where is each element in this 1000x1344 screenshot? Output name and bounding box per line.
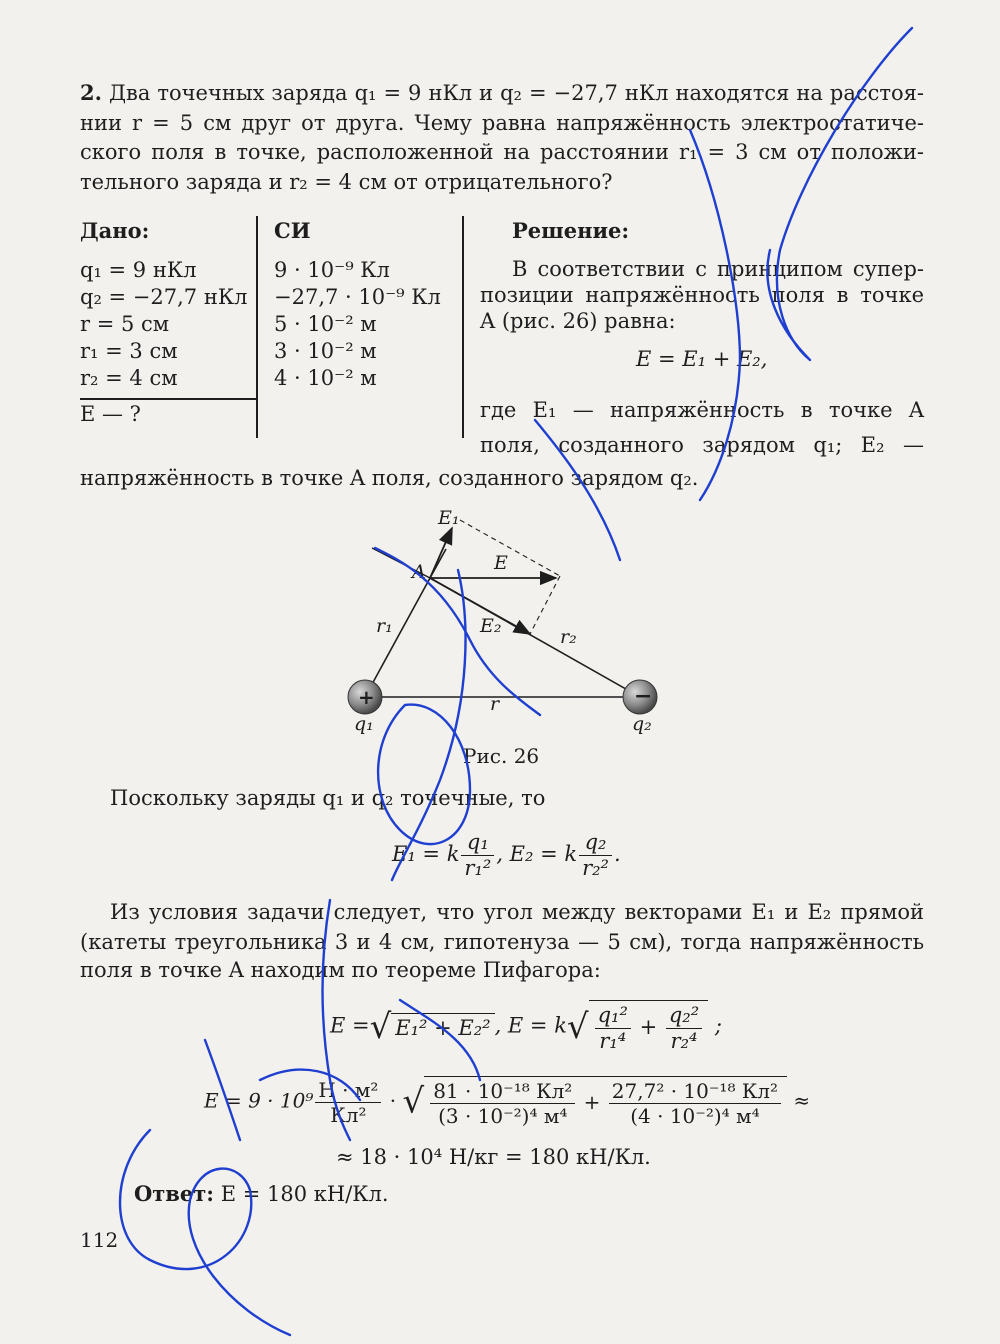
label-e: E [494, 552, 508, 574]
label-r2: r₂ [560, 626, 577, 648]
minus-sign: − [634, 683, 653, 709]
vector-equation: E = E₁ + E₂, [636, 347, 768, 371]
given-item: r₂ = 4 см [80, 366, 178, 390]
si-item: 4 · 10⁻² м [274, 366, 377, 390]
label-a: A [412, 561, 426, 583]
si-header: СИ [274, 218, 311, 243]
solution-line: В соответствии с принципом супер- [512, 257, 924, 281]
label-q1: q₁ [354, 713, 374, 735]
si-item: 3 · 10⁻² м [274, 339, 377, 363]
problem-line-2: нии r = 5 см друг от друга. Чему равна напряжённость электростатиче- [80, 111, 924, 135]
given-header: Дано: [80, 218, 150, 243]
plus-sign: + [358, 685, 375, 709]
si-item: 5 · 10⁻² м [274, 312, 377, 336]
page-number: 112 [80, 1228, 119, 1252]
find-item: E — ? [80, 402, 141, 426]
scribble [205, 1040, 240, 1140]
label-e1: E₁ [438, 507, 460, 529]
scribble [260, 1070, 360, 1100]
where-line: где E₁ — напряжённость в точке A [480, 398, 924, 422]
given-item: r₁ = 3 см [80, 339, 178, 363]
solution-header: Решение: [512, 218, 630, 243]
where-line: поля, созданного зарядом q₁; E₂ — [480, 433, 924, 457]
problem-line-4: тельного заряда и r₂ = 4 см от отрицательного? [80, 170, 613, 194]
scribble [767, 28, 912, 360]
figure-caption: Рис. 26 [463, 744, 540, 768]
text-condition: поля в точке A находим по теореме Пифагора: [80, 958, 601, 982]
label-r: r [490, 693, 500, 715]
solution-line: позиции напряжённость поля в точке [480, 283, 924, 307]
text-point-charges: Поскольку заряды q₁ и q₂ точечные, то [110, 786, 546, 810]
text-condition: (катеты треугольника 3 и 4 см, гипотенуза — 5 см), тогда напряжённость [80, 930, 924, 954]
label-r1: r₁ [376, 615, 393, 637]
label-e2: E₂ [480, 615, 502, 637]
result-line: ≈ 18 · 10⁴ Н/кг = 180 кН/Кл. [336, 1145, 651, 1169]
formula-pythagoras: E =√ E₁² + E₂² , E = k√ $\frac{\text{q₁²}}{\text{r₁⁴}}$ + $\frac{\text{q₂²}}{\text{r₂⁴}}$ ; [330, 1000, 722, 1054]
si-item: 9 · 10⁻⁹ Кл [274, 258, 390, 282]
label-q2: q₂ [632, 713, 652, 735]
si-item: −27,7 · 10⁻⁹ Кл [274, 285, 441, 309]
answer: Ответ: E = 180 кН/Кл. [134, 1181, 389, 1206]
problem-line-3: ского поля в точке, расположенной на расстоянии r₁ = 3 см от положи- [80, 140, 924, 164]
scribble [323, 900, 351, 1140]
formula-point-charges: E₁ = k $\frac{\text{q₁}}{\text{r₁²}}$ , E₂ = k $\frac{\text{q₂}}{\text{r₂²}}$ . [392, 830, 621, 881]
given-item: q₁ = 9 нКл [80, 258, 197, 282]
solution-line: A (рис. 26) равна: [480, 309, 676, 333]
scribble [535, 420, 620, 560]
given-item: q₂ = −27,7 нКл [80, 285, 248, 309]
scribble [400, 1000, 480, 1080]
scribble [120, 1130, 290, 1335]
scribble [690, 130, 740, 500]
problem-line-1: 2. Два точечных заряда q₁ = 9 нКл и q₂ = −27,7 нКл находятся на расстоя- [80, 80, 924, 105]
problem-number: 2. [80, 80, 102, 105]
given-item: r = 5 см [80, 312, 170, 336]
text-condition: Из условия задачи следует, что угол между векторами E₁ и E₂ прямой [110, 900, 924, 924]
where-line: напряжённость в точке A поля, созданного зарядом q₂. [80, 466, 699, 490]
formula-numeric: E = 9 · 10⁹ $\frac{\text{Н · м²}}{\text{Кл²}}$ · √ $\frac{\text{81 · 10⁻¹⁸ Кл²}}{\text{(3 · 10⁻²)⁴ м⁴}}$ + $\frac{\text{27,7² · 10⁻¹⁸ Кл²}}{\text{(4 · 10⁻²)⁴ м⁴}}$ ≈ [204, 1077, 811, 1128]
